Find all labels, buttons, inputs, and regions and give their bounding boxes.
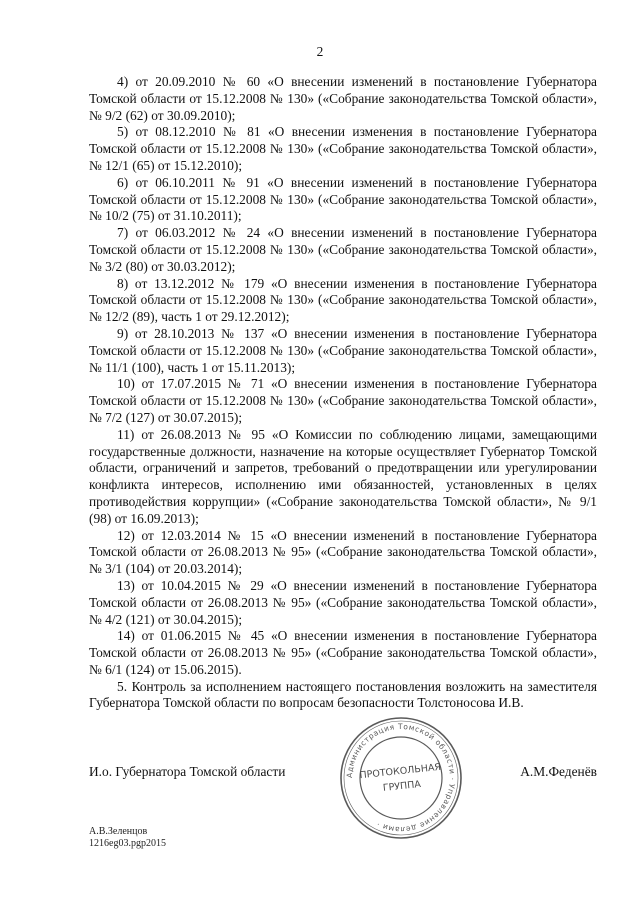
page-number: 2 [316,44,324,59]
list-item: 11) от 26.08.2013 № 95 «О Комиссии по соблюдению лицами, замещающими государственные должности, назначение на которые осуществляет Губернатор Томской области, ограничений и запретов, требований о предотвращении или урегулировании конфликта интересов, исполнению ими обязанностей, установленных в целях противодействия коррупции» («Собрание законодательства Томской области», № 9/1 (98) от 16.09.2013); [89,426,597,526]
list-item: 14) от 01.06.2015 № 45 «О внесении изменения в постановление Губернатора Томской области от 26.08.2013 № 95» («Собрание законодательства Томской области», № 6/1 (124) от 15.06.2015). [89,628,597,677]
list-item: 9) от 28.10.2013 № 137 «О внесении изменения в постановление Губернатора Томской области от 15.12.2008 № 130» («Собрание законодательства Томской области», № 11/1 (100), часть 1 от 15.11.2013); [89,325,597,375]
stamp-text-line1: ПРОТОКОЛЬНАЯ [359,761,442,782]
list-item: 4) от 20.09.2010 № 60 «О внесении изменений в постановление Губернатора Томской области от 15.12.2008 № 130» («Собрание законодательства Томской области», № 9/2 (62) от 30.09.2010); [89,74,597,123]
list-item: 7) от 06.03.2012 № 24 «О внесении изменений в постановление Губернатора Томской области от 15.12.2008 № 130» («Собрание законодательства Томской области», № 3/2 (80) от 30.03.2012); [89,225,597,274]
list-item: 8) от 13.12.2012 № 179 «О внесении изменения в постановление Губернатора Томской области от 15.12.2008 № 130» («Собрание законодательства Томской области», № 12/2 (89), часть 1 от 29.12.2012); [89,275,597,325]
stamp-ring-text: Администрация Томской области · Управление делами · [344,721,458,835]
file-reference: 1216eg03.pgp2015 [89,838,166,849]
official-stamp [337,714,465,842]
author-name: А.В.Зеленцов [89,826,148,837]
signatory-position: И.о. Губернатора Томской области [89,764,286,779]
list-item: 12) от 12.03.2014 № 15 «О внесении изменений в постановление Губернатора Томской области от 26.08.2013 № 95» («Собрание законодательства Томской области», № 3/1 (104) от 20.03.2014); [89,527,597,577]
stamp-text-line2: ГРУППА [382,778,422,794]
list-item: 13) от 10.04.2015 № 29 «О внесении изменений в постановление Губернатора Томской области от 26.08.2013 № 95» («Собрание законодательства Томской области», № 4/2 (121) от 30.04.2015); [89,577,597,627]
footer [89,826,166,850]
list-item: 6) от 06.10.2011 № 91 «О внесении изменений в постановление Губернатора Томской области от 15.12.2008 № 130» («Собрание законодательства Томской области», № 10/2 (75) от 31.10.2011); [89,174,597,224]
control-clause: 5. Контроль за исполнением настоящего постановления возложить на заместителя Губернатора Томской области по вопросам безопасности Толстоносова И.В. [89,678,597,711]
list-item: 5) от 08.12.2010 № 81 «О внесении изменения в постановление Губернатора Томской области от 15.12.2008 № 130» («Собрание законодательства Томской области», № 12/1 (65) от 15.12.2010); [89,124,597,173]
list-item: 10) от 17.07.2015 № 71 «О внесении изменения в постановление Губернатора Томской области от 15.12.2008 № 130» («Собрание законодательства Томской области», № 7/2 (127) от 30.07.2015); [89,376,597,425]
signatory-name: А.М.Феденёв [520,764,597,779]
document-body [89,74,597,712]
